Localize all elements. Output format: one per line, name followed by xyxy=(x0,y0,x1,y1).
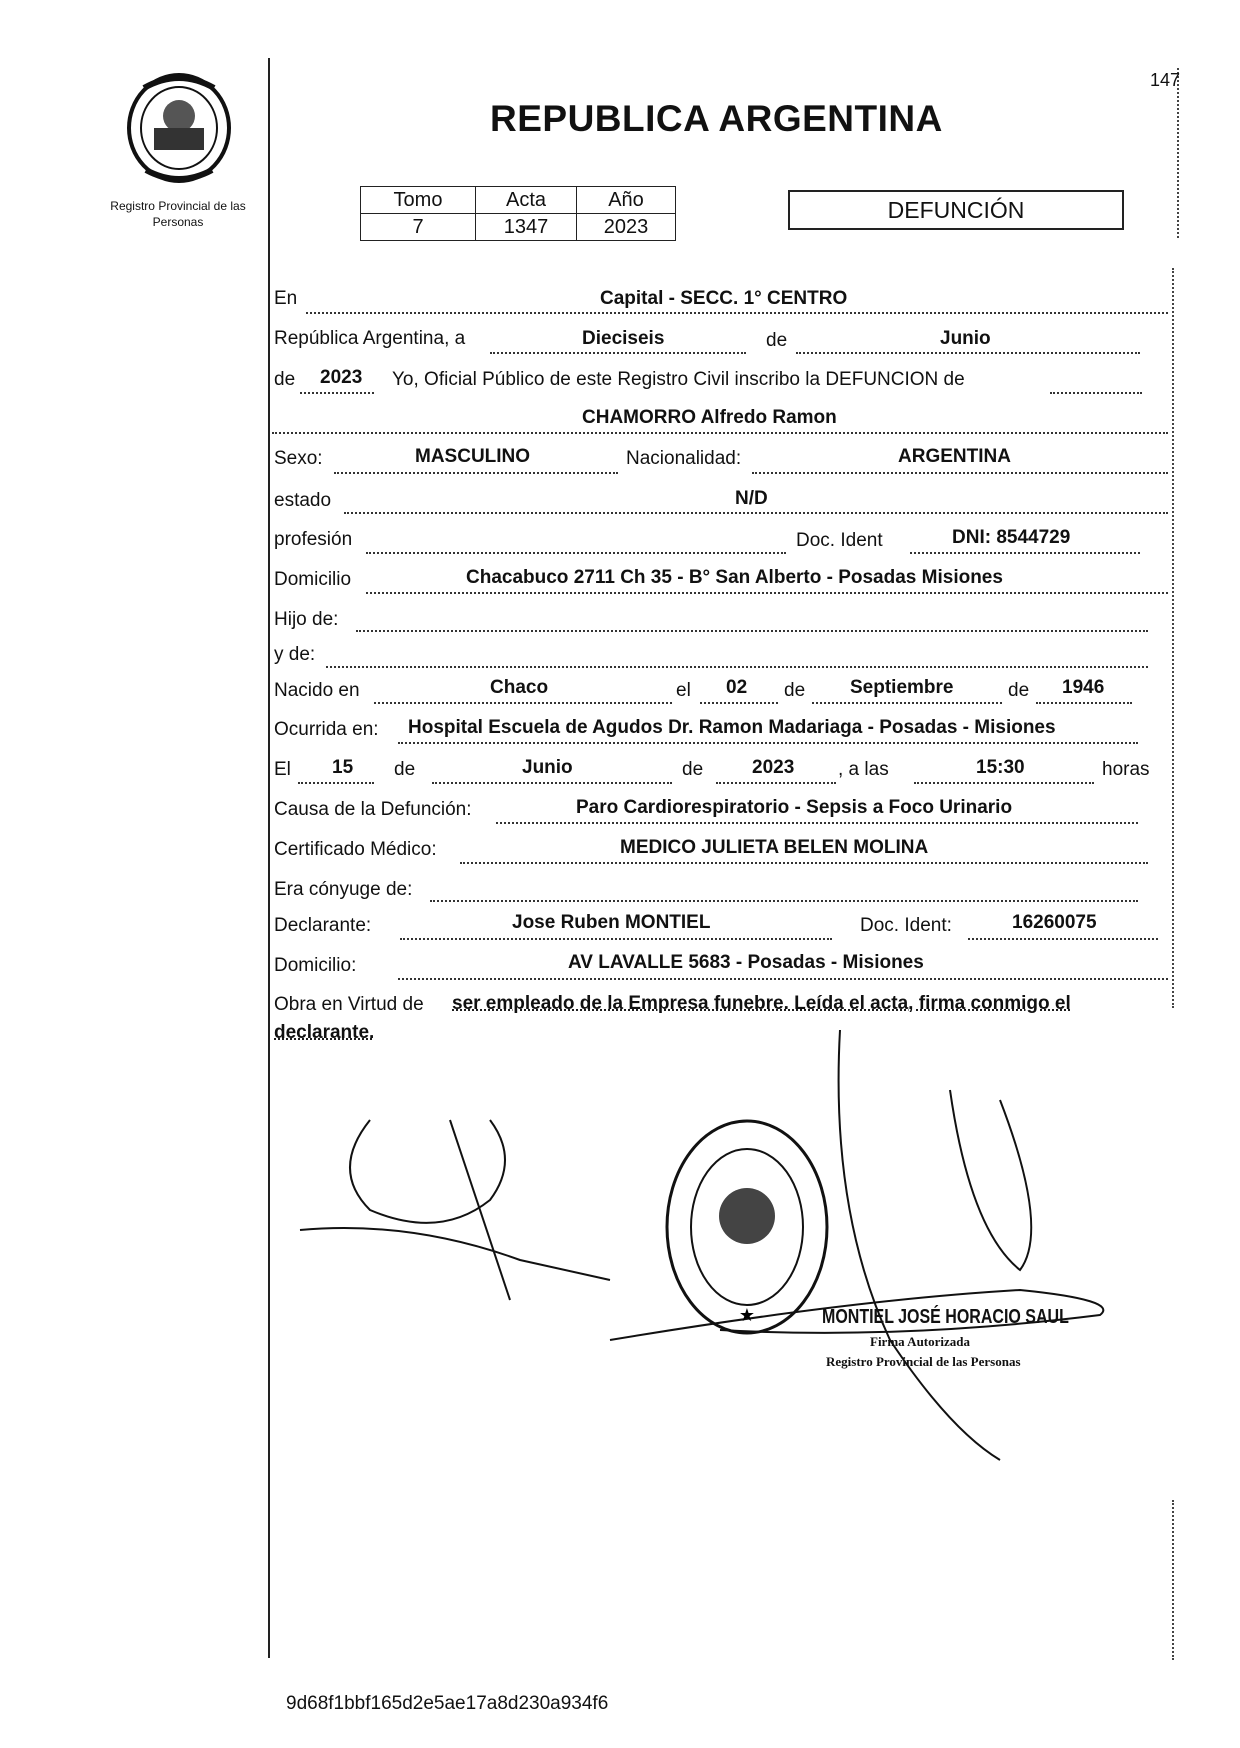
domicilio2-value: AV LAVALLE 5683 - Posadas - Misiones xyxy=(568,952,924,973)
estado-line xyxy=(344,512,1168,514)
anio-value: 2023 xyxy=(577,214,676,241)
nacido-anio-value: 1946 xyxy=(1062,677,1105,698)
place-line xyxy=(306,312,1168,314)
year-line xyxy=(300,392,374,394)
conyuge-line xyxy=(430,900,1138,902)
el2-label: El xyxy=(274,759,291,780)
registry-caption: Registro Provincial de las Personas xyxy=(110,199,246,229)
tomo-header: Tomo xyxy=(361,187,476,214)
nacido-dia-line xyxy=(700,702,778,704)
officer-title: Firma Autorizada xyxy=(870,1334,971,1349)
delegation-stamp xyxy=(662,1116,832,1338)
nacionalidad-label: Nacionalidad: xyxy=(626,448,742,469)
declarante-value: Jose Ruben MONTIEL xyxy=(512,912,711,933)
nacido-de1-label: de xyxy=(784,680,806,701)
right-margin-rule xyxy=(1172,268,1174,1008)
name-line xyxy=(272,432,1168,434)
nacido-mes-line xyxy=(812,702,1002,704)
nacido-mes-value: Septiembre xyxy=(850,677,954,698)
sexo-label: Sexo: xyxy=(274,448,323,469)
right-margin-rule-bottom xyxy=(1172,1500,1174,1660)
record-id-table xyxy=(360,186,676,241)
document-hash: 9d68f1bbf165d2e5ae17a8d230a934f6 xyxy=(286,1693,609,1714)
causa-line xyxy=(496,822,1138,824)
obra-text-2: declarante. xyxy=(274,1022,375,1043)
year-prefix-label: de xyxy=(274,369,296,390)
inscription-text: Yo, Oficial Público de este Registro Civil inscribo la DEFUNCION de xyxy=(392,369,965,390)
day-value: Dieciseis xyxy=(582,328,665,349)
year-value: 2023 xyxy=(320,367,363,388)
nacionalidad-value: ARGENTINA xyxy=(898,446,1011,467)
record-type-box: DEFUNCIÓN xyxy=(788,190,1124,230)
deceased-name: CHAMORRO Alfredo Ramon xyxy=(582,407,837,428)
conyuge-label: Era cónyuge de: xyxy=(274,879,413,900)
muerte-dia-value: 15 xyxy=(332,757,354,778)
causa-label: Causa de la Defunción: xyxy=(274,799,472,820)
declarant-signature xyxy=(290,1100,620,1320)
domicilio-value: Chacabuco 2711 Ch 35 - B° San Alberto - Posadas Misiones xyxy=(466,567,1003,588)
domicilio-line xyxy=(366,592,1168,594)
doc-value: DNI: 8544729 xyxy=(952,527,1071,548)
declarante-line xyxy=(400,938,832,940)
nacido-de2-label: de xyxy=(1008,680,1030,701)
nacido-dia-value: 02 xyxy=(726,677,748,698)
acta-value: 1347 xyxy=(476,214,577,241)
muerte-mes-value: Junio xyxy=(522,757,573,778)
acta-header: Acta xyxy=(476,187,577,214)
inscription-line xyxy=(1050,392,1142,394)
ocurrida-line xyxy=(398,742,1138,744)
page-title: REPUBLICA ARGENTINA xyxy=(490,98,943,139)
horas-label: horas xyxy=(1102,759,1150,780)
estado-value: N/D xyxy=(735,488,768,509)
alas-label: , a las xyxy=(838,759,889,780)
doc2-label: Doc. Ident: xyxy=(860,915,952,936)
profesion-line xyxy=(366,552,786,554)
de-label: de xyxy=(766,330,788,351)
certificado-value: MEDICO JULIETA BELEN MOLINA xyxy=(620,837,929,858)
domicilio2-line xyxy=(398,978,1168,980)
anio-header: Año xyxy=(577,187,676,214)
muerte-de2-label: de xyxy=(682,759,704,780)
month-line xyxy=(796,352,1140,354)
declarante-label: Declarante: xyxy=(274,915,372,936)
doc2-value: 16260075 xyxy=(1012,912,1097,933)
day-line xyxy=(490,352,746,354)
muerte-dia-line xyxy=(298,782,374,784)
muerte-mes-line xyxy=(432,782,672,784)
yde-line xyxy=(326,666,1148,668)
nacido-lugar-value: Chaco xyxy=(490,677,549,698)
muerte-de1-label: de xyxy=(394,759,416,780)
domicilio2-label: Domicilio: xyxy=(274,955,357,976)
certificado-line xyxy=(460,862,1148,864)
republica-label: República Argentina, a xyxy=(274,328,466,349)
domicilio-label: Domicilio xyxy=(274,569,352,590)
nacido-label: Nacido en xyxy=(274,680,360,701)
muerte-anio-line xyxy=(716,782,836,784)
page-number: 147 xyxy=(1150,70,1181,90)
profesion-label: profesión xyxy=(274,529,353,550)
certificado-label: Certificado Médico: xyxy=(274,839,437,860)
obra-label: Obra en Virtud de xyxy=(274,994,424,1015)
svg-text:★: ★ xyxy=(738,1305,756,1326)
causa-value: Paro Cardiorespiratorio - Sepsis a Foco Urinario xyxy=(576,797,1013,818)
doc-label: Doc. Ident xyxy=(796,530,883,551)
muerte-anio-value: 2023 xyxy=(752,757,795,778)
nacido-anio-line xyxy=(1036,702,1132,704)
hijo-line xyxy=(356,630,1148,632)
doc-line xyxy=(910,552,1140,554)
sexo-value: MASCULINO xyxy=(415,446,531,467)
nacionalidad-line xyxy=(752,472,1168,474)
place-value: Capital - SECC. 1° CENTRO xyxy=(600,288,848,309)
left-margin-rule xyxy=(268,58,270,1658)
obra-text: ser empleado de la Empresa funebre. Leída el acta, firma conmigo el xyxy=(452,993,1071,1014)
tomo-value: 7 xyxy=(361,214,476,241)
officer-name: MONTIEL JOSÉ HORACIO SAUL xyxy=(822,1306,1069,1328)
hora-value: 15:30 xyxy=(976,757,1025,778)
officer-registry: Registro Provincial de las Personas xyxy=(826,1354,1021,1369)
sexo-line xyxy=(334,472,618,474)
nacido-lugar-line xyxy=(374,702,672,704)
hora-line xyxy=(914,782,1094,784)
en-label: En xyxy=(274,288,298,309)
hijo-label: Hijo de: xyxy=(274,609,339,630)
registry-seal-logo xyxy=(124,70,234,186)
month-value: Junio xyxy=(940,328,991,349)
ocurrida-label: Ocurrida en: xyxy=(274,719,379,740)
estado-label: estado xyxy=(274,490,332,511)
doc2-line xyxy=(968,938,1158,940)
yde-label: y de: xyxy=(274,644,316,665)
ocurrida-value: Hospital Escuela de Agudos Dr. Ramon Madariaga - Posadas - Misiones xyxy=(408,717,1056,738)
right-margin-rule-top xyxy=(1177,68,1179,238)
nacido-el-label: el xyxy=(676,680,691,701)
